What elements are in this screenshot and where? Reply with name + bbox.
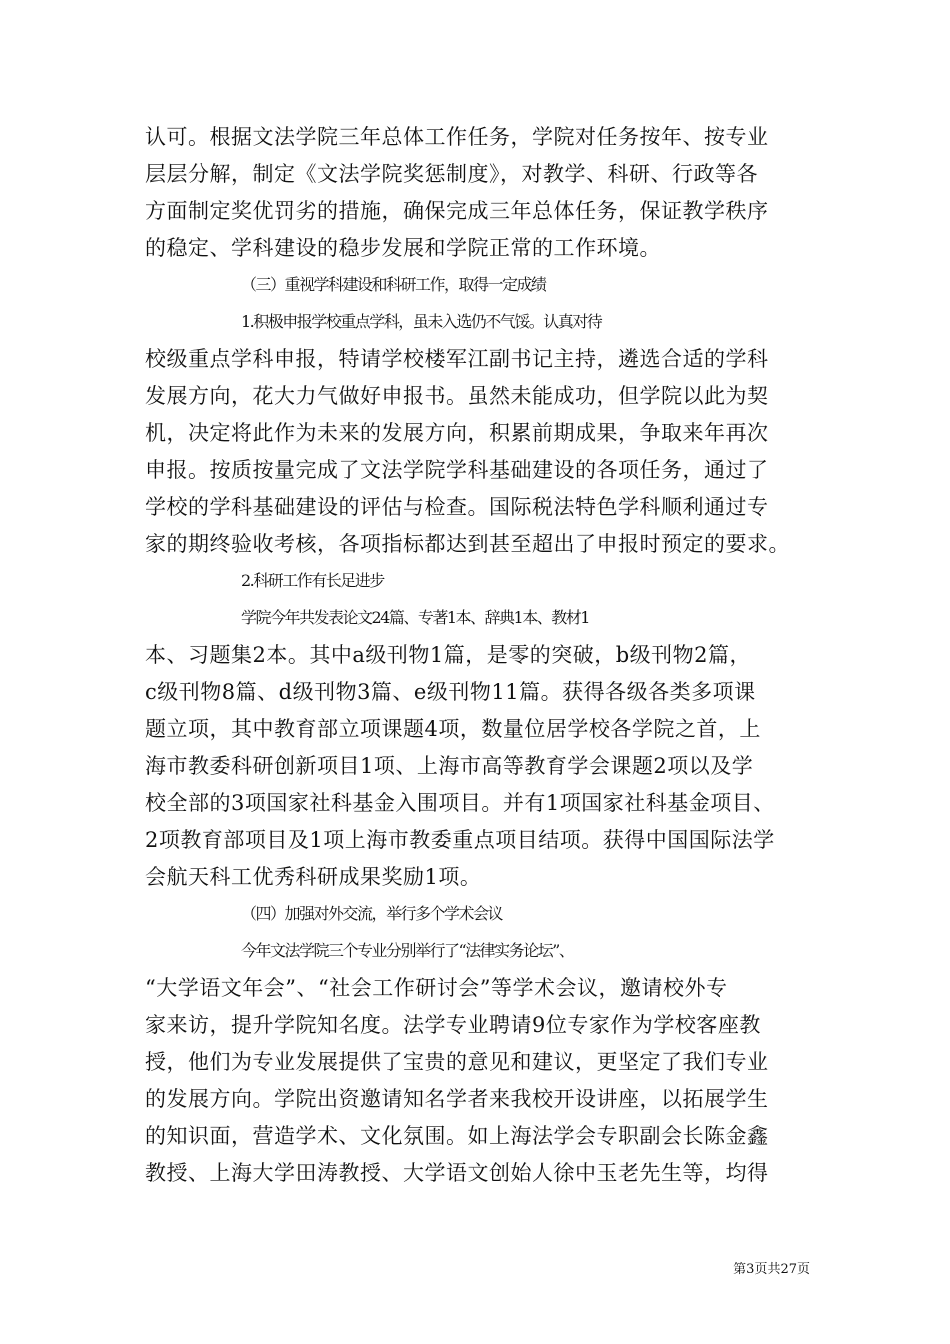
- body-line: 认可。根据文法学院三年总体工作任务，学院对任务按年、按专业: [145, 125, 769, 149]
- page-number: 第3页共27页: [733, 1262, 810, 1277]
- body-line: c级刊物8篇、d级刊物3篇、e级刊物11篇。获得各级各类多项课: [145, 680, 756, 704]
- body-line: 发展方向，花大力气做好申报书。虽然未能成功，但学院以此为契: [145, 384, 769, 408]
- body-line: 的发展方向。学院出资邀请知名学者来我校开设讲座，以拓展学生: [145, 1087, 769, 1111]
- body-line: 教授、上海大学田涛教授、大学语文创始人徐中玉老先生等，均得: [145, 1161, 769, 1185]
- body-line: 校级重点学科申报，特请学校楼军江副书记主持，遴选合适的学科: [145, 347, 769, 371]
- body-line: 家的期终验收考核，各项指标都达到甚至超出了申报时预定的要求。: [145, 532, 790, 556]
- body-line: 本、习题集2本。其中a级刊物1篇，是零的突破，b级刊物2篇，: [145, 643, 752, 667]
- body-line: 校全部的3项国家社科基金入围项目。并有1项国家社科基金项目、: [145, 791, 775, 815]
- body-line: 学院今年共发表论文24篇、专著1本、辞典1本、教材1: [241, 608, 589, 627]
- body-line: 方面制定奖优罚劣的措施，确保完成三年总体任务，保证教学秩序: [145, 199, 769, 223]
- section-heading: （三）重视学科建设和科研工作，取得一定成绩: [241, 275, 546, 294]
- body-line: 家来访，提升学院知名度。法学专业聘请9位专家作为学校客座教: [145, 1013, 761, 1037]
- body-line: 的稳定、学科建设的稳步发展和学院正常的工作环境。: [145, 236, 661, 260]
- body-line: 的知识面，营造学术、文化氛围。如上海法学会专职副会长陈金鑫: [145, 1124, 769, 1148]
- subsection-heading: 2.科研工作有长足进步: [241, 571, 384, 590]
- body-line: 会航天科工优秀科研成果奖励1项。: [145, 865, 482, 889]
- body-line: 授，他们为专业发展提供了宝贵的意见和建议，更坚定了我们专业: [145, 1050, 769, 1074]
- body-line: 机，决定将此作为未来的发展方向，积累前期成果，争取来年再次: [145, 421, 769, 445]
- section-heading: （四）加强对外交流，举行多个学术会议: [241, 904, 503, 923]
- subsection-heading: 1.积极申报学校重点学科，虽未入选仍不气馁。认真对待: [241, 312, 602, 331]
- body-line: 题立项，其中教育部立项课题4项，数量位居学校各学院之首，上: [145, 717, 761, 741]
- body-line: 今年文法学院三个专业分别举行了“法律实务论坛”、: [241, 941, 574, 960]
- body-line: 层层分解，制定《文法学院奖惩制度》，对教学、科研、行政等各: [145, 162, 758, 186]
- body-line: 海市教委科研创新项目1项、上海市高等教育学会课题2项以及学: [145, 754, 754, 778]
- body-line: “大学语文年会”、“社会工作研讨会”等学术会议，邀请校外专: [145, 976, 728, 1000]
- body-line: 2项教育部项目及1项上海市教委重点项目结项。获得中国国际法学: [145, 828, 775, 852]
- body-line: 申报。按质按量完成了文法学院学科基础建设的各项任务，通过了: [145, 458, 769, 482]
- body-line: 学校的学科基础建设的评估与检查。国际税法特色学科顺利通过专: [145, 495, 769, 519]
